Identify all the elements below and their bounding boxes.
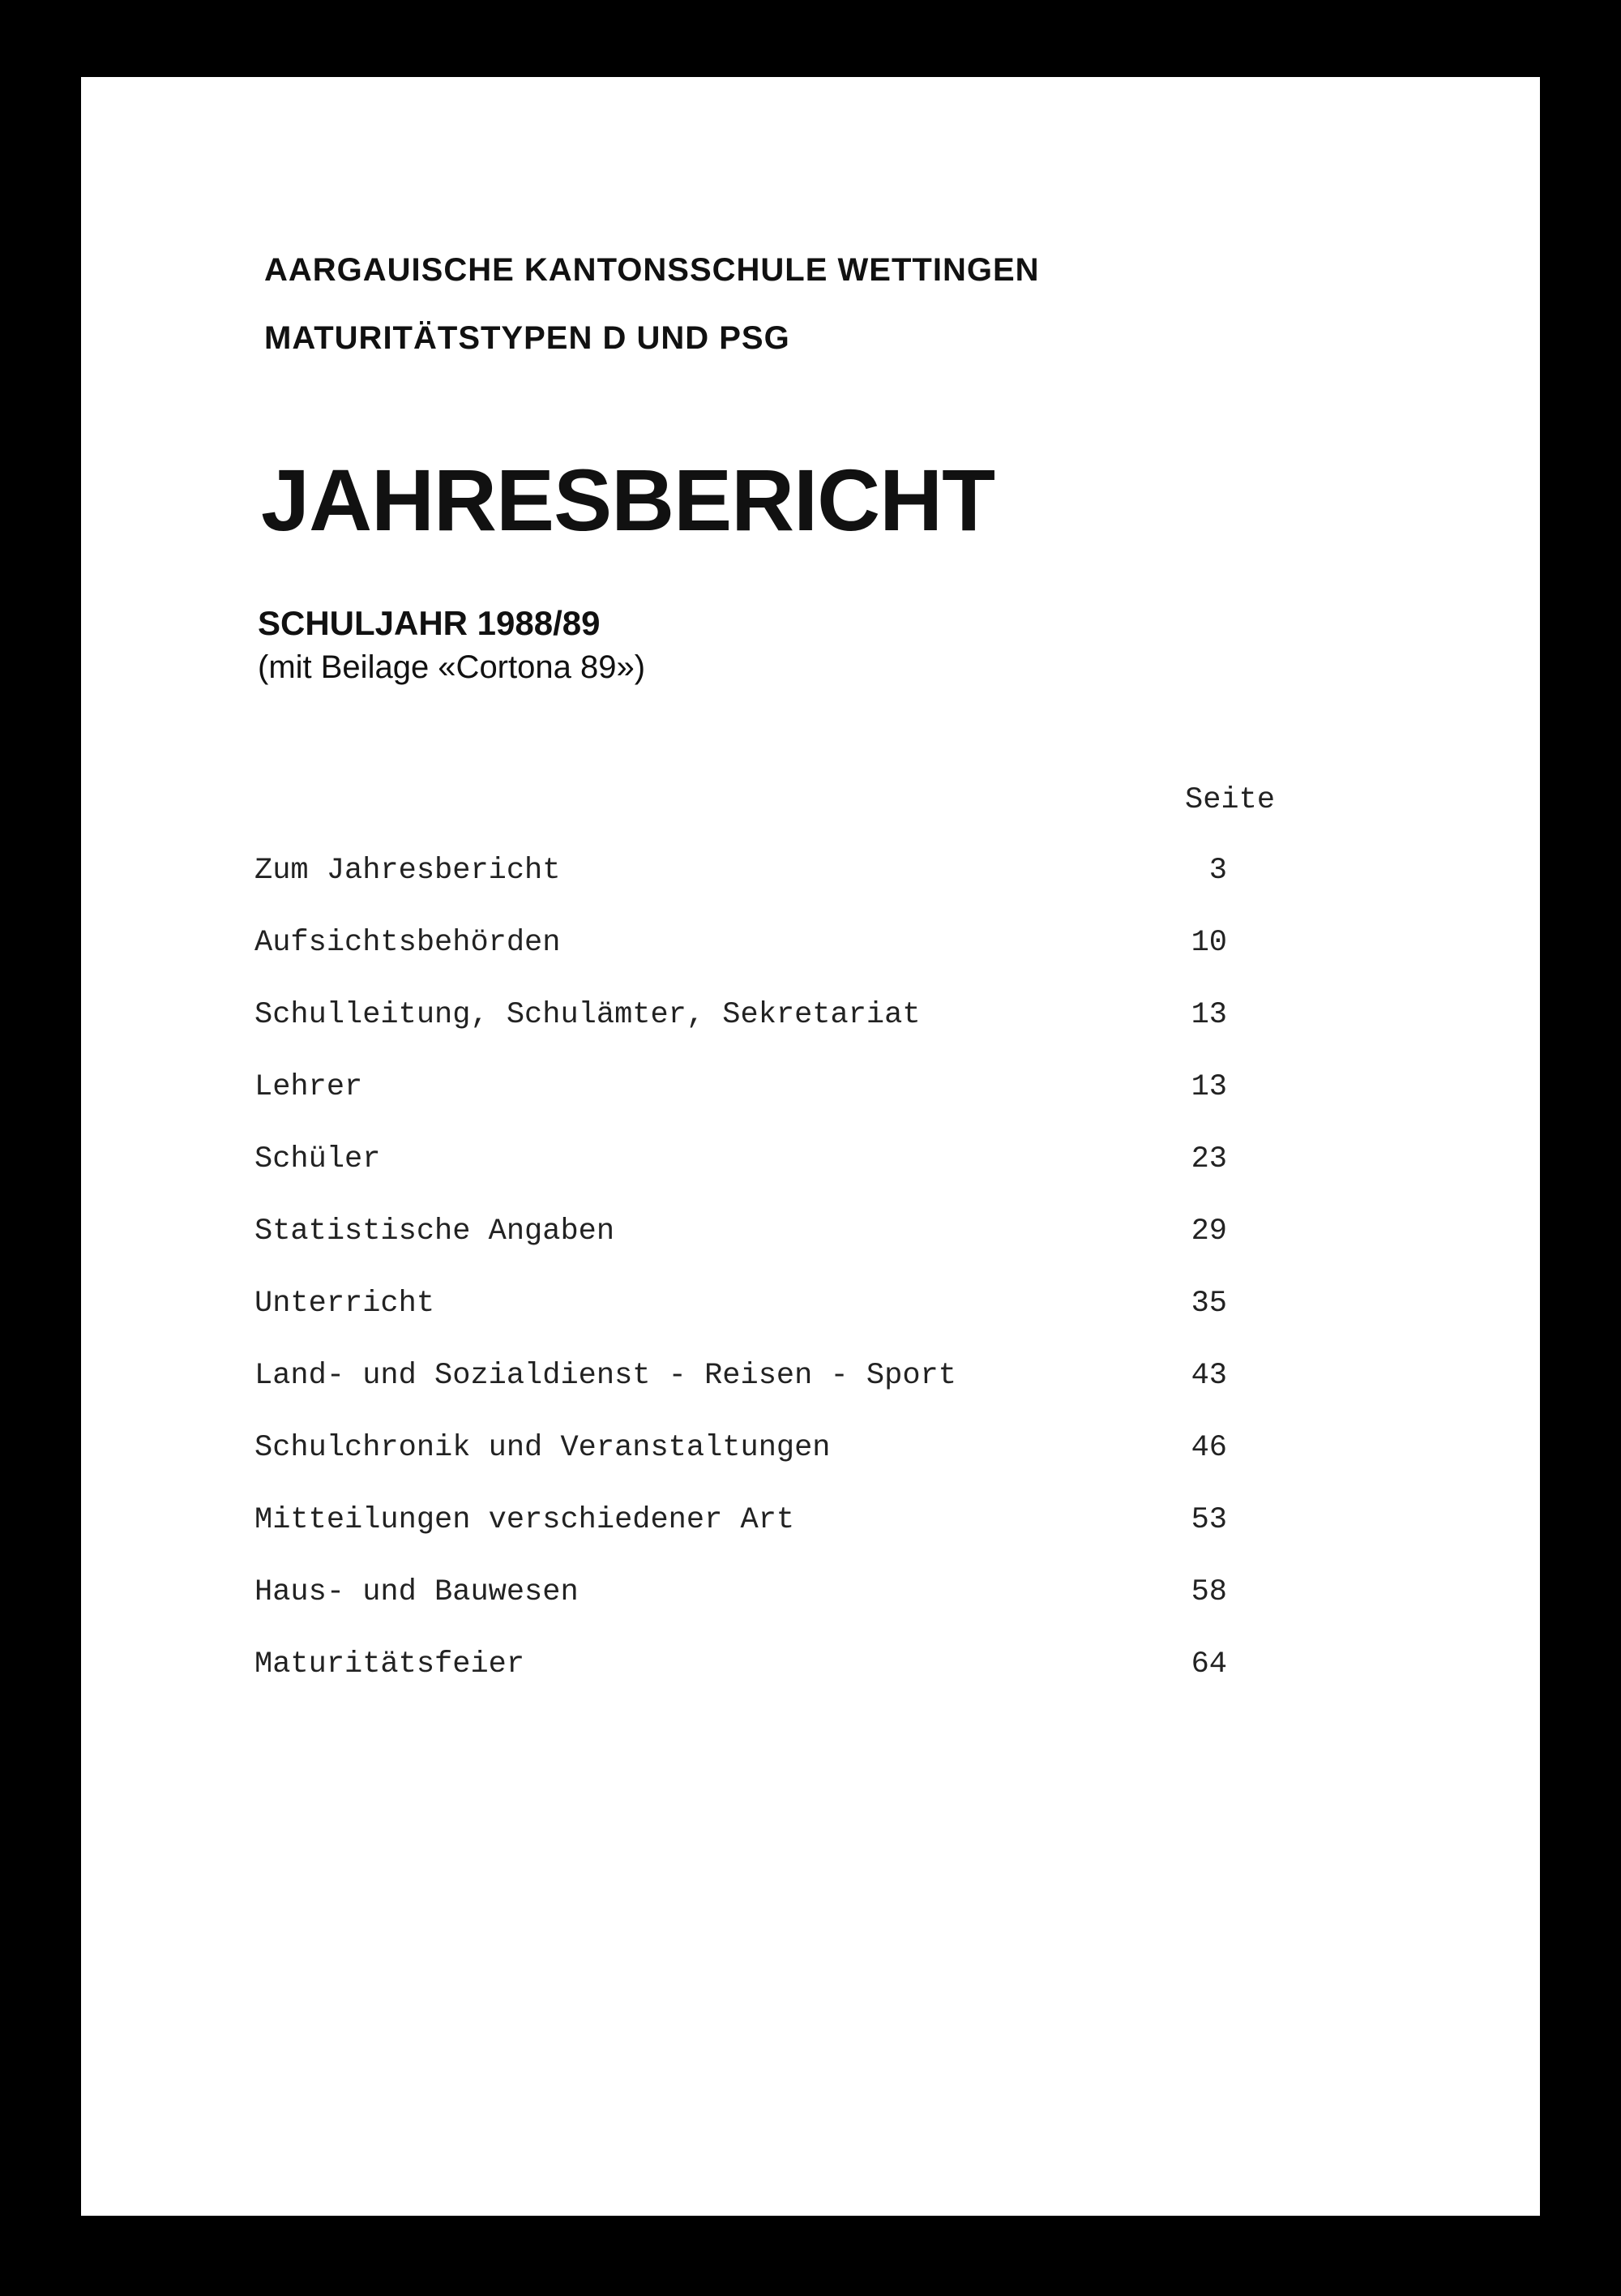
toc-entry-label: Schüler [254,1142,381,1176]
toc-entry-page: 43 [1191,1359,1227,1393]
toc-entry [254,1647,1227,1720]
toc-entry-label: Schulleitung, Schulämter, Sekretariat [254,998,921,1032]
toc-entry-label: Aufsichtsbehörden [254,926,561,960]
toc-entry-page: 3 [1208,854,1227,888]
table-of-contents [254,854,1227,1720]
toc-entry-label: Mitteilungen verschiedener Art [254,1503,795,1537]
toc-entry [254,1503,1227,1575]
toc-entry-page: 13 [1191,1070,1227,1104]
supplement-note: (mit Beilage «Cortona 89») [258,649,646,685]
toc-entry [254,854,1227,926]
toc-entry [254,1070,1227,1142]
toc-entry [254,998,1227,1070]
document-title: JAHRESBERICHT [261,451,995,549]
toc-entry [254,1431,1227,1503]
toc-entry-label: Zum Jahresbericht [254,854,561,888]
toc-entry-page: 35 [1191,1287,1227,1321]
toc-entry-page: 53 [1191,1503,1227,1537]
toc-entry-label: Haus- und Bauwesen [254,1575,579,1609]
school-name: AARGAUISCHE KANTONSSCHULE WETTINGEN [264,252,1040,288]
toc-entry-page: 64 [1191,1647,1227,1681]
toc-entry-page: 58 [1191,1575,1227,1609]
toc-page-header: Seite [1185,783,1276,817]
toc-entry-page: 10 [1191,926,1227,960]
toc-entry-label: Maturitätsfeier [254,1647,525,1681]
toc-entry-label: Unterricht [254,1287,435,1321]
school-year: SCHULJAHR 1988/89 [258,604,601,642]
document-page [81,77,1540,2216]
toc-entry [254,1142,1227,1214]
toc-entry [254,1214,1227,1287]
maturity-types: MATURITÄTSTYPEN D UND PSG [264,320,790,356]
toc-entry-page: 46 [1191,1431,1227,1465]
toc-entry [254,1359,1227,1431]
toc-entry-label: Schulchronik und Veranstaltungen [254,1431,831,1465]
toc-entry-label: Statistische Angaben [254,1214,615,1249]
toc-entry-page: 23 [1191,1142,1227,1176]
toc-entry-page: 13 [1191,998,1227,1032]
toc-entry-label: Lehrer [254,1070,363,1104]
toc-entry [254,1287,1227,1359]
toc-entry [254,926,1227,998]
toc-entry-page: 29 [1191,1214,1227,1249]
toc-entry [254,1575,1227,1647]
toc-entry-label: Land- und Sozialdienst - Reisen - Sport [254,1359,956,1393]
